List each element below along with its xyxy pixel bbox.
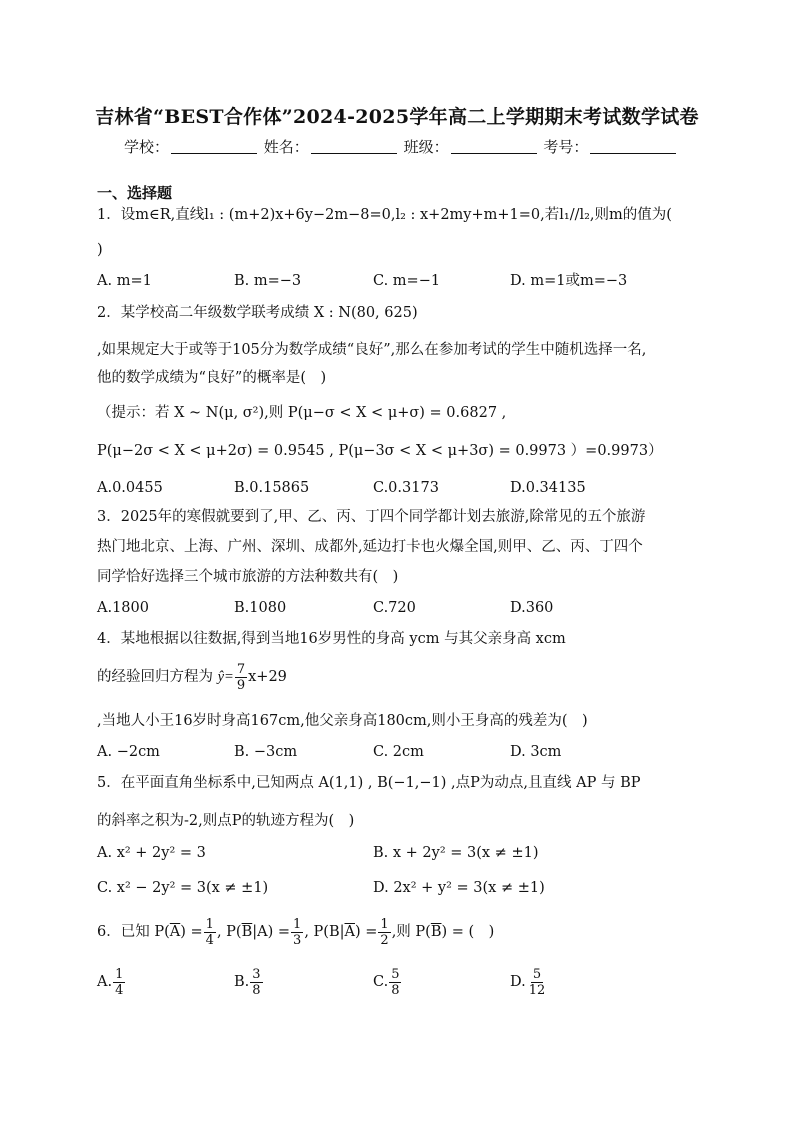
q6-p1-bar: $\overline{A}$ [169, 924, 181, 940]
q1-stem-close: ) [97, 242, 103, 258]
q6-option-a-label: A. [97, 974, 113, 990]
school-label: 学校： [124, 138, 170, 156]
q6-option-a-fraction [113, 967, 125, 998]
q3-stem-line3: 同学恰好选择三个城市旅游的方法种数共有( ) [97, 569, 399, 585]
q6-p3-open: , P(B| [304, 924, 345, 940]
q6-p3-bar: $\overline{A}$ [344, 924, 355, 940]
q6-p1-open: P( [154, 924, 170, 940]
q6-p1-close: ) = [180, 924, 203, 940]
q6-p2-bar: $\overline{B}$ [241, 924, 253, 940]
exam-no-blank[interactable] [590, 139, 676, 154]
q6-p2-den: 3 [293, 932, 302, 948]
q2-option-c[interactable]: C.0.3173 [373, 480, 439, 496]
q4-option-c[interactable]: C. 2cm [373, 744, 424, 760]
q6-p2-mid: |A) = [252, 924, 291, 940]
name-blank[interactable] [311, 139, 397, 154]
q2-option-a[interactable]: A.0.0455 [97, 480, 163, 496]
q2-option-d[interactable]: D.0.34135 [510, 480, 586, 496]
name-label: 姓名： [263, 138, 309, 156]
q1-stem: 1．设m∈R,直线l₁ : (m+2)x+6y−2m−8=0,l₂ : x+2my+m+1=0,若l₁//l₂,则m的值为( [97, 207, 672, 223]
q4-regression-prefix: 的经验回归方程为 [97, 669, 218, 685]
q6-p2-fraction [291, 917, 303, 948]
q5-option-d[interactable]: D. 2x² + y² = 3(x ≠ ±1) [373, 880, 545, 896]
q6-p3-close: ) = [354, 924, 378, 940]
q4-y-hat: ŷ= [217, 669, 234, 685]
q6-option-c-fraction [389, 967, 401, 998]
q3-option-b[interactable]: B.1080 [234, 600, 287, 616]
q6-option-a-den: 4 [115, 982, 124, 998]
q1-option-c[interactable]: C. m=−1 [373, 273, 441, 289]
q6-option-b-fraction [250, 967, 262, 998]
q6-tail-close: ) = ( ) [441, 924, 495, 940]
q6-option-c-label: C. [373, 974, 389, 990]
q6-p3-num: 1 [380, 916, 389, 932]
q6-p1-num: 1 [205, 916, 214, 932]
q6-option-d-fraction [527, 967, 548, 998]
q1-option-d[interactable]: D. m=1或m=−3 [510, 273, 628, 289]
q6-option-b[interactable] [234, 965, 264, 999]
q6-stem [97, 915, 494, 949]
q2-stem-line3: 他的数学成绩为“良好”的概率是( ) [97, 370, 327, 386]
q2-hint-line1: （提示：若 X ~ N(μ, σ²),则 P(μ−σ < X < μ+σ) = 0.6827 , [97, 405, 507, 421]
q6-option-b-label: B. [234, 974, 250, 990]
q3-option-d[interactable]: D.360 [510, 600, 554, 616]
q4-stem: 4．某地根据以往数据,得到当地16岁男性的身高 ycm 与其父亲身高 xcm [97, 631, 566, 647]
school-blank[interactable] [171, 139, 257, 154]
q6-p3-den: 2 [380, 932, 389, 948]
q6-option-d-label: D. [510, 974, 526, 990]
q4-option-b[interactable]: B. −3cm [234, 744, 298, 760]
q6-option-d-num: 5 [532, 966, 542, 982]
q6-option-a[interactable] [97, 965, 126, 999]
q4-regression-line [97, 660, 287, 694]
q4-option-a[interactable]: A. −2cm [97, 744, 160, 760]
q2-stem: 2．某学校高二年级数学联考成绩 X : N(80, 625) [97, 305, 418, 321]
q6-prefix: 6．已知 [97, 924, 155, 940]
q6-p2-num: 1 [293, 916, 302, 932]
q5-stem: 5．在平面直角坐标系中,已知两点 A(1,1) , B(−1,−1) ,点P为动点,且直线 AP 与 BP [97, 775, 641, 791]
exam-no-label: 考号： [543, 138, 589, 156]
q4-fraction-den: 9 [236, 677, 246, 693]
q6-tail-open: ,则 P( [391, 924, 431, 940]
page-title: 吉林省“BEST合作体”2024-2025学年高二上学期期末考试数学试卷 [95, 106, 699, 128]
q6-option-c-den: 8 [391, 982, 400, 998]
q6-tail-bar: $\overline{B}$ [430, 924, 442, 940]
q6-option-d[interactable] [510, 965, 548, 999]
section-heading: 一、选择题 [97, 184, 173, 202]
q3-option-c[interactable]: C.720 [373, 600, 416, 616]
q6-p3-fraction [378, 917, 390, 948]
q1-option-b[interactable]: B. m=−3 [234, 273, 302, 289]
class-label: 班级： [403, 138, 449, 156]
q3-option-a[interactable]: A.1800 [97, 600, 149, 616]
q3-stem-line2: 热门地北京、上海、广州、深圳、成都外,延边打卡也火爆全国,则甲、乙、丙、丁四个 [97, 539, 643, 555]
q4-fraction-num: 7 [236, 661, 246, 677]
q5-option-a[interactable]: A. x² + 2y² = 3 [97, 845, 206, 861]
q2-hint-line2: P(μ−2σ < X < μ+2σ) = 0.9545 , P(μ−3σ < X < μ+3σ) = 0.9973 ）=0.9973） [97, 443, 663, 459]
q2-option-b[interactable]: B.0.15865 [234, 480, 310, 496]
q1-option-a[interactable]: A. m=1 [97, 273, 152, 289]
q5-option-b[interactable]: B. x + 2y² = 3(x ≠ ±1) [373, 845, 539, 861]
q6-p1-fraction [204, 917, 216, 948]
q4-stem-line3: ,当地人小王16岁时身高167cm,他父亲身高180cm,则小王身高的残差为( ) [97, 713, 588, 729]
q3-stem: 3．2025年的寒假就要到了,甲、乙、丙、丁四个同学都计划去旅游,除常见的五个旅游 [97, 509, 646, 525]
q4-option-d[interactable]: D. 3cm [510, 744, 562, 760]
q5-option-c[interactable]: C. x² − 2y² = 3(x ≠ ±1) [97, 880, 269, 896]
q5-stem-line2: 的斜率之积为-2,则点P的轨迹方程为( ) [97, 813, 355, 829]
q6-p2-open: , P( [216, 924, 242, 940]
q6-option-c[interactable] [373, 965, 402, 999]
q4-regression-suffix: x+29 [248, 669, 287, 685]
student-info-line [124, 136, 678, 157]
q6-option-b-num: 3 [252, 966, 261, 982]
q6-option-d-den: 12 [528, 982, 546, 998]
q6-p1-den: 4 [205, 932, 214, 948]
q6-option-a-num: 1 [115, 966, 124, 982]
q2-stem-line2: ,如果规定大于或等于105分为数学成绩“良好”,那么在参加考试的学生中随机选择一名, [97, 342, 647, 358]
q6-option-b-den: 8 [252, 982, 261, 998]
class-blank[interactable] [451, 139, 537, 154]
q6-option-c-num: 5 [391, 966, 400, 982]
q4-fraction [235, 662, 247, 693]
